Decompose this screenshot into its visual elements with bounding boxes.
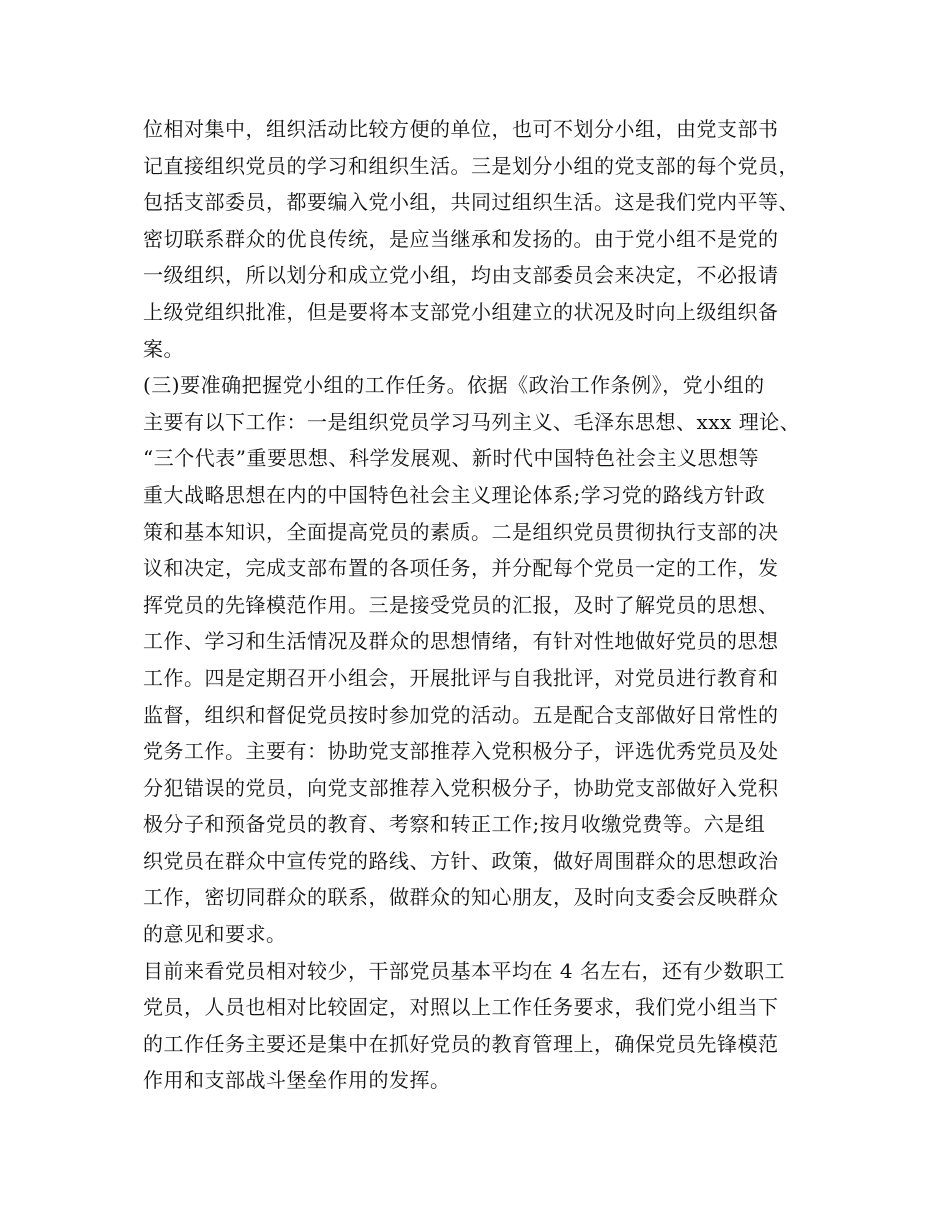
text-line: 极分子和预备党员的教育、考察和转正工作;按月收缴党费等。六是组	[143, 812, 766, 837]
section-heading-line: (三)要准确把握党小组的工作任务。依据《政治工作条例》，党小组的	[143, 373, 765, 398]
text-line: “三个代表”重要思想、科学发展观、新时代中国特色社会主义思想等	[143, 446, 759, 471]
text-line: 织党员在群众中宣传党的路线、方针、政策，做好周围群众的思想政治	[143, 848, 779, 873]
text-line: 主要有以下工作：一是组织党员学习马列主义、毛泽东思想、xxx 理论、	[143, 409, 801, 434]
text-line: 目前来看党员相对较少，干部党员基本平均在 4 名左右，还有少数职工	[143, 958, 785, 983]
text-line: 案。	[143, 336, 184, 361]
body-text	[143, 111, 823, 1099]
text-line: 作用和支部战斗堡垒作用的发挥。	[143, 1068, 451, 1093]
text-line: 包括支部委员，都要编入党小组，共同过组织生活。这是我们党内平等、	[143, 190, 799, 215]
text-line: 上级党组织批准，但是要将本支部党小组建立的状况及时向上级组织备	[143, 299, 779, 324]
text-line: 工作、学习和生活情况及群众的思想情绪，有针对性地做好党员的思想	[143, 629, 779, 654]
text-line: 的工作任务主要还是集中在抓好党员的教育管理上，确保党员先锋模范	[143, 1031, 779, 1056]
text-line: 记直接组织党员的学习和组织生活。三是划分小组的党支部的每个党员，	[143, 153, 799, 178]
text-line: 策和基本知识，全面提高党员的素质。二是组织党员贯彻执行支部的决	[143, 519, 779, 544]
text-line: 分犯错误的党员，向党支部推荐入党积极分子，协助党支部做好入党积	[143, 775, 779, 800]
text-line: 重大战略思想在内的中国特色社会主义理论体系;学习党的路线方针政	[143, 482, 766, 507]
text-line: 议和决定，完成支部布置的各项任务，并分配每个党员一定的工作，发	[143, 556, 779, 581]
text-line: 工作，密切同群众的联系，做群众的知心朋友，及时向支委会反映群众	[143, 885, 779, 910]
text-line: 监督，组织和督促党员按时参加党的活动。五是配合支部做好日常性的	[143, 702, 779, 727]
text-line: 工作。四是定期召开小组会，开展批评与自我批评，对党员进行教育和	[143, 665, 779, 690]
text-line: 党员，人员也相对比较固定，对照以上工作任务要求，我们党小组当下	[143, 995, 779, 1020]
text-line: 挥党员的先锋模范作用。三是接受党员的汇报，及时了解党员的思想、	[143, 592, 779, 617]
text-line: 位相对集中，组织活动比较方便的单位，也可不划分小组，由党支部书	[143, 117, 779, 141]
text-line: 密切联系群众的优良传统，是应当继承和发扬的。由于党小组不是党的	[143, 226, 779, 251]
text-line: 党务工作。主要有：协助党支部推荐入党积极分子，评选优秀党员及处	[143, 739, 779, 764]
text-line: 的意见和要求。	[143, 922, 287, 947]
text-line: 一级组织，所以划分和成立党小组，均由支部委员会来决定，不必报请	[143, 263, 779, 288]
